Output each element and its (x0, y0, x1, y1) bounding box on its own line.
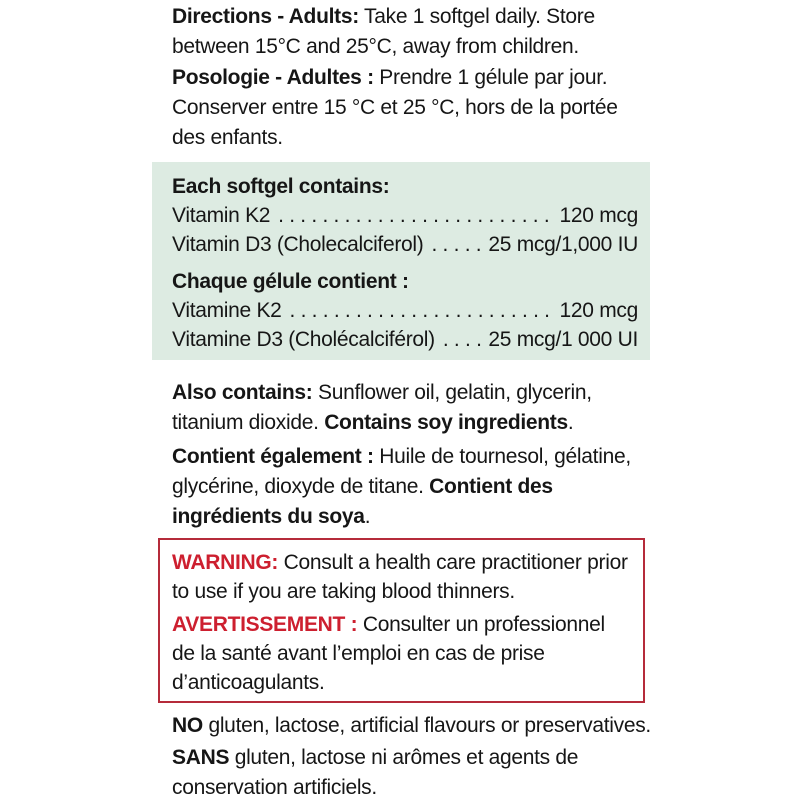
directions-en: Directions - Adults: Take 1 softgel daily. Store between 15°C and 25°C, away from children. (172, 5, 595, 58)
ingredient-name: Vitamine K2 (172, 299, 282, 322)
ingredient-amount: 25 mcg/1,000 IU (488, 233, 638, 256)
warning-en: WARNING: Consult a health care practitioner prior to use if you are taking blood thinners. (172, 551, 628, 603)
warning-box (158, 538, 645, 703)
ingredient-amount: 25 mcg/1 000 UI (488, 328, 638, 351)
dot-leader (443, 325, 484, 354)
free-from-fr: SANS gluten, lactose ni arômes et agents de conservation artificiels. (172, 746, 579, 799)
ingredient-name: Vitamin K2 (172, 204, 271, 227)
warning-fr: AVERTISSEMENT : Consulter un professionnel de la santé avant l’emploi en cas de prise d’anticoagulants. (172, 613, 605, 694)
dot-leader (431, 230, 483, 259)
ingredient-amount: 120 mcg (559, 204, 638, 227)
free-from (172, 711, 692, 803)
facts-heading-fr: Chaque gélule contient : (172, 270, 409, 293)
fact-row (172, 325, 638, 354)
dot-leader (290, 296, 555, 325)
supplement-facts-box (152, 162, 650, 360)
ingredient-name: Vitamin D3 (Cholecalciferol) (172, 233, 424, 256)
also-contains-fr: Contient également : Huile de tournesol, gélatine, glycérine, dioxyde de titane. Contient des ingrédients du soya. (172, 445, 631, 528)
fact-row (172, 296, 638, 325)
dot-leader (278, 201, 554, 230)
directions-fr: Posologie - Adultes : Prendre 1 gélule par jour. Conserver entre 15 °C et 25 °C, hors de la portée des enfants. (172, 66, 618, 149)
fact-row (172, 201, 638, 230)
fact-row (172, 230, 638, 259)
ingredient-amount: 120 mcg (559, 299, 638, 322)
ingredient-name: Vitamine D3 (Cholécalciférol) (172, 328, 435, 351)
facts-heading-en: Each softgel contains: (172, 175, 390, 198)
free-from-en: NO gluten, lactose, artificial flavours or preservatives. (172, 714, 651, 737)
also-contains-en: Also contains: Sunflower oil, gelatin, glycerin, titanium dioxide. Contains soy ingredients. (172, 381, 592, 434)
